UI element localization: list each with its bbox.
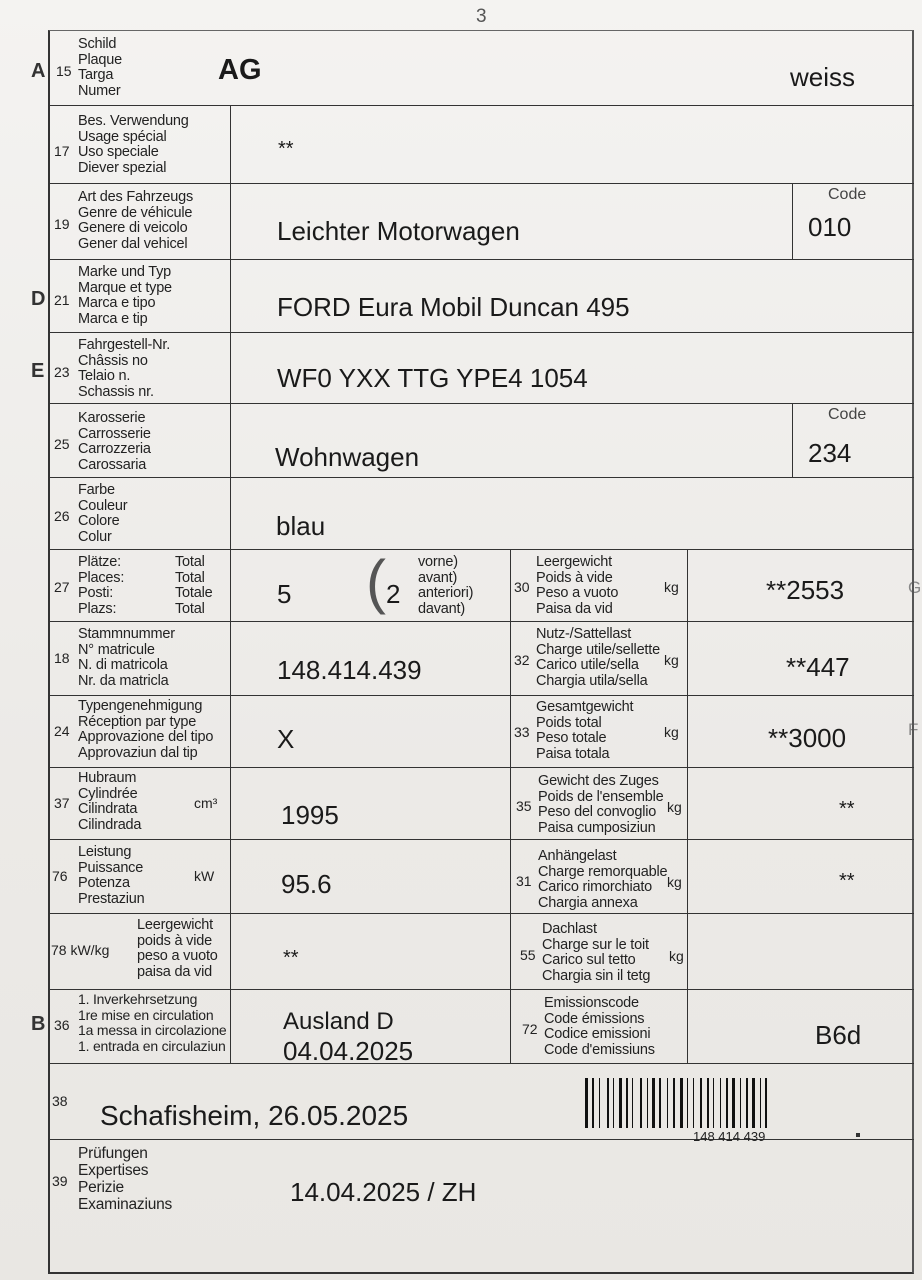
field-number-55: 55	[520, 947, 536, 963]
first-registration-country: Ausland D	[283, 1008, 394, 1035]
field-number-31: 31	[516, 873, 532, 889]
field-number-18: 18	[54, 650, 70, 666]
field-number-72: 72	[522, 1021, 538, 1037]
emission-code-value: B6d	[815, 1020, 862, 1050]
trailer-load-labels: Anhängelast Charge remorquable Carico rimorchiato Chargia annexa	[538, 848, 668, 911]
payload-unit: kg	[664, 652, 679, 668]
barcode-image	[585, 1078, 892, 1128]
field-number-39: 39	[52, 1173, 68, 1189]
trailer-load-value: **	[839, 870, 855, 892]
row-divider	[48, 621, 914, 622]
field-number-19: 19	[54, 216, 70, 232]
barcode-bar	[765, 1078, 767, 1128]
type-approval-value: X	[277, 724, 295, 754]
row-divider	[48, 477, 914, 478]
empty-weight-unit: kg	[664, 579, 679, 595]
barcode-bar	[607, 1078, 609, 1128]
roof-load-labels: Dachlast Charge sur le toit Carico sul tetto Chargia sin il tetg	[542, 921, 651, 984]
field-number-35: 35	[516, 798, 532, 814]
body-labels: Karosserie Carrosserie Carrozzeria Carossaria	[78, 410, 151, 473]
power-weight-labels: Leergewicht poids à vide peso a vuoto paisa da vid	[137, 917, 218, 980]
seats-total-value: 5	[277, 579, 292, 609]
barcode-bar	[647, 1078, 648, 1128]
chassis-number: WF0 YXX TTG YPE4 1054	[277, 363, 588, 393]
field-number-36: 36	[54, 1017, 70, 1033]
power-value: 95.6	[281, 869, 332, 899]
row-divider	[48, 767, 914, 768]
field-number-26: 26	[54, 508, 70, 524]
inspection-value: 14.04.2025 / ZH	[290, 1177, 477, 1207]
inspection-labels: Prüfungen Expertises Perizie Examinaziuns	[78, 1145, 173, 1213]
barcode-bar	[720, 1078, 721, 1128]
first-registration-date: 04.04.2025	[283, 1036, 414, 1066]
plate-canton: AG	[218, 54, 262, 86]
empty-weight-labels: Leergewicht Poids à vide Peso a vuoto Paisa da vid	[536, 554, 619, 617]
field-number-27: 27	[54, 579, 70, 595]
right-column-divider	[687, 549, 688, 1063]
barcode-bar	[632, 1078, 633, 1128]
side-letter-e: E	[31, 360, 45, 382]
emission-code-labels: Emissionscode Code émissions Codice emissioni Code d'emissiuns	[544, 995, 655, 1058]
page-number: 3	[476, 6, 487, 27]
displacement-labels: Hubraum Cylindrée Cilindrata Cilindrada	[78, 770, 142, 833]
power-labels: Leistung Puissance Potenza Prestaziun	[78, 844, 145, 907]
row-divider	[48, 839, 914, 840]
barcode-bar	[687, 1078, 688, 1128]
barcode-bar	[667, 1078, 668, 1128]
issue-place-date: Schafisheim, 26.05.2025	[100, 1100, 409, 1131]
power-unit: kW	[194, 868, 215, 884]
displacement-unit: cm³	[194, 795, 218, 811]
type-approval-labels: Typengenehmigung Réception par type Approvazione del tipo Approvaziun dal tip	[78, 698, 214, 761]
code-column-divider	[792, 183, 793, 259]
color-value: blau	[276, 511, 326, 541]
payload-value: **447	[786, 652, 850, 682]
barcode-bar	[673, 1078, 675, 1128]
barcode-bar	[707, 1078, 709, 1128]
barcode-number: 148 414 439	[693, 1129, 766, 1144]
code-column-divider	[792, 403, 793, 477]
barcode-bar	[585, 1078, 588, 1128]
field-number-17: 17	[54, 143, 70, 159]
barcode-bar	[713, 1078, 714, 1128]
total-weight-value: **3000	[768, 723, 847, 753]
seats-total-labels: Total Total Totale Total	[175, 554, 213, 617]
side-letter-b: B	[31, 1013, 46, 1035]
barcode-dot	[856, 1133, 860, 1137]
total-weight-labels: Gesamtgewicht Poids total Peso totale Paisa totala	[536, 699, 634, 762]
barcode-bar	[659, 1078, 661, 1128]
barcode-bar	[726, 1078, 728, 1128]
field-number-32: 32	[514, 652, 530, 668]
master-number-value: 148.414.439	[277, 655, 422, 685]
seats-front-labels: vorne) avant) anteriori) davant)	[418, 554, 474, 617]
field-number-38: 38	[52, 1093, 68, 1109]
special-use-value: **	[278, 138, 294, 160]
barcode-bar	[740, 1078, 741, 1128]
barcode-bar	[693, 1078, 694, 1128]
field-number-78: 78 kW/kg	[51, 942, 110, 958]
barcode-bar	[626, 1078, 628, 1128]
row-divider	[48, 989, 914, 990]
row-divider	[48, 695, 914, 696]
train-weight-labels: Gewicht des Zuges Poids de l'ensemble Peso del convoglio Paisa cumposiziun	[538, 773, 664, 836]
barcode-bar	[732, 1078, 735, 1128]
field-number-76: 76	[52, 868, 68, 884]
vehicle-kind-code: 010	[808, 212, 852, 242]
vehicle-kind-code-label: Code	[828, 186, 867, 203]
make-model-labels: Marke und Typ Marque et type Marca e tipo Marca e tip	[78, 264, 172, 327]
label-column-divider	[230, 989, 231, 1063]
field-number-25: 25	[54, 436, 70, 452]
field-number-23: 23	[54, 364, 70, 380]
barcode-bar	[619, 1078, 622, 1128]
plate-labels: Schild Plaque Targa Numer	[78, 36, 122, 99]
row-divider	[48, 403, 914, 404]
barcode-bar	[760, 1078, 761, 1128]
field-number-30: 30	[514, 579, 530, 595]
mid-column-divider	[510, 549, 511, 1063]
barcode-bar	[652, 1078, 655, 1128]
barcode-bar	[599, 1078, 600, 1128]
first-registration-labels: 1. Inverkehrsetzung 1re mise en circulation 1a messa in circolazione 1. entrada en circulaziun	[78, 991, 227, 1054]
train-weight-unit: kg	[667, 799, 682, 815]
seats-labels: Plätze: Places: Posti: Plazs:	[78, 554, 125, 617]
seats-bracket: (	[366, 548, 386, 615]
side-letter-f: F	[908, 720, 919, 739]
power-weight-value: **	[283, 947, 299, 969]
barcode-bar	[752, 1078, 755, 1128]
vehicle-kind-value: Leichter Motorwagen	[277, 216, 520, 246]
barcode-bar	[640, 1078, 642, 1128]
barcode-bar	[613, 1078, 614, 1128]
barcode-bar	[700, 1078, 702, 1128]
row-divider	[48, 259, 914, 260]
color-labels: Farbe Couleur Colore Colur	[78, 482, 128, 545]
trailer-load-unit: kg	[667, 874, 682, 890]
row-divider	[48, 549, 914, 550]
side-letter-d: D	[31, 288, 46, 310]
chassis-labels: Fahrgestell-Nr. Châssis no Telaio n. Schassis nr.	[78, 337, 171, 400]
make-model-value: FORD Eura Mobil Duncan 495	[277, 292, 630, 322]
row-divider	[48, 332, 914, 333]
barcode-bar	[592, 1078, 594, 1128]
field-number-24: 24	[54, 723, 70, 739]
side-letter-a: A	[31, 60, 46, 82]
row-divider	[48, 105, 914, 106]
row-divider	[48, 913, 914, 914]
side-letter-g: G	[908, 578, 922, 597]
field-number-37: 37	[54, 795, 70, 811]
train-weight-value: **	[839, 798, 855, 820]
row-divider	[48, 1063, 914, 1064]
roof-load-unit: kg	[669, 948, 684, 964]
barcode-bar	[746, 1078, 748, 1128]
total-weight-unit: kg	[664, 724, 679, 740]
field-number-21: 21	[54, 292, 70, 308]
special-use-labels: Bes. Verwendung Usage spécial Uso speciale Diever spezial	[78, 113, 189, 176]
body-code: 234	[808, 438, 852, 468]
displacement-value: 1995	[281, 800, 339, 830]
vehicle-kind-labels: Art des Fahrzeugs Genre de véhicule Genere di veicolo Gener dal vehicel	[78, 189, 194, 252]
seats-front-value: 2	[386, 579, 401, 609]
field-number-33: 33	[514, 724, 530, 740]
empty-weight-value: **2553	[766, 575, 845, 605]
plate-color: weiss	[790, 62, 856, 92]
row-divider	[48, 183, 914, 184]
body-value: Wohnwagen	[275, 442, 420, 472]
master-number-labels: Stammnummer N° matricule N. di matricola Nr. da matricla	[78, 626, 175, 689]
body-code-label: Code	[828, 406, 867, 423]
label-column-divider	[230, 105, 231, 989]
row-divider	[48, 1139, 914, 1140]
field-number-15: 15	[56, 63, 72, 79]
barcode-bar	[680, 1078, 683, 1128]
payload-labels: Nutz-/Sattellast Charge utile/sellette Carico utile/sella Chargia utila/sella	[536, 626, 660, 689]
